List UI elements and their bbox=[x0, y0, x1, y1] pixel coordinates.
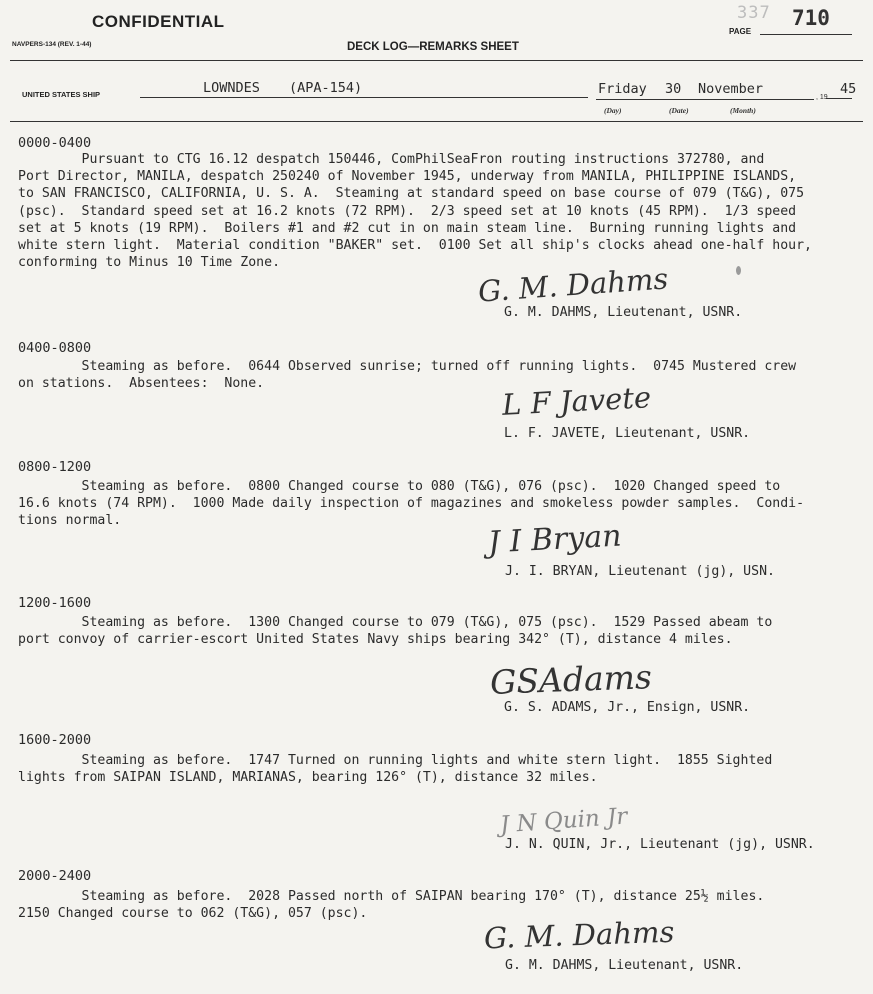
watch-period: 2000-2400 bbox=[18, 868, 92, 884]
watch-period: 1600-2000 bbox=[18, 732, 92, 748]
signer-name: J. I. BRYAN, Lieutenant (jg), USN. bbox=[505, 564, 775, 579]
year-underline bbox=[826, 98, 852, 99]
date-underline bbox=[596, 99, 814, 100]
ship-label: UNITED STATES SHIP bbox=[22, 90, 101, 99]
date-label: (Date) bbox=[669, 106, 689, 115]
watch-period: 0000-0400 bbox=[18, 135, 92, 151]
signature: G. M. Dahms bbox=[483, 914, 675, 956]
form-number: NAVPERS-134 (REV. 1-44) bbox=[12, 41, 92, 48]
log-entry-text: Steaming as before. 1747 Turned on running lights and white stern light. 1855 Sighted lights from SAIPAN ISLAND, MARIANAS, bearing 126° (T), distance 32 miles. bbox=[18, 753, 773, 786]
page-stamp: 337 bbox=[737, 3, 771, 23]
signature: G. M. Dahms bbox=[477, 261, 670, 309]
watch-period: 0800-1200 bbox=[18, 459, 92, 475]
ship-underline bbox=[140, 97, 588, 98]
signer-name: G. M. DAHMS, Lieutenant, USNR. bbox=[505, 958, 744, 973]
log-entry-text: Steaming as before. 0644 Observed sunrise; turned off running lights. 0745 Mustered crew on stations. Absentees: None. bbox=[18, 359, 797, 392]
month-value: November bbox=[698, 81, 764, 97]
day-label: (Day) bbox=[604, 106, 622, 115]
ship-name: LOWNDES bbox=[203, 80, 260, 96]
watch-period: 1200-1600 bbox=[18, 595, 92, 611]
header-rule-bottom bbox=[10, 121, 863, 122]
log-entry-text: Steaming as before. 2028 Passed north of SAIPAN bearing 170° (T), distance 25½ miles. 2150 Changed course to 062 (T&G), 057 (psc). bbox=[18, 889, 765, 922]
month-label: (Month) bbox=[730, 106, 756, 115]
signature: L F Javete bbox=[501, 380, 652, 422]
log-entry-text: Pursuant to CTG 16.12 despatch 150446, ComPhilSeaFron routing instructions 372780, and Port Director, MANILA, despatch 250240 of November 1945, underway from MANILA, PHILIPPINE ISLANDS, to SAN FRANCISCO, CALIFORNIA, U. S. A. Steaming at standard speed on base course of 079 (T&G), 075 (psc). Standard speed set at 16.2 knots (72 RPM). 2/3 speed set at 10 knots (45 RPM). 1/3 speed set at 5 knots (19 RPM). Boilers #1 and #2 cut in on main steam line. Burning running lights and white stern light. Material condition "BAKER" set. 0100 Set all ship's clocks ahead one-half hour, conforming to Minus 10 Time Zone. bbox=[18, 152, 812, 271]
signer-name: G. S. ADAMS, Jr., Ensign, USNR. bbox=[504, 700, 751, 715]
signer-name: J. N. QUIN, Jr., Lieutenant (jg), USNR. bbox=[505, 837, 815, 852]
day-value: Friday bbox=[598, 81, 647, 97]
signature: J N Quin Jr bbox=[499, 803, 629, 839]
log-entry-text: Steaming as before. 1300 Changed course to 079 (T&G), 075 (psc). 1529 Passed abeam to port convoy of carrier-escort United States Navy ships bearing 342° (T), distance 4 miles. bbox=[18, 615, 773, 648]
date-value: 30 bbox=[665, 81, 682, 97]
signature: GSAdams bbox=[489, 657, 653, 702]
watch-period: 0400-0800 bbox=[18, 340, 92, 356]
ink-smudge bbox=[736, 266, 741, 275]
signer-name: G. M. DAHMS, Lieutenant, USNR. bbox=[504, 305, 743, 320]
page-number: 710 bbox=[792, 6, 830, 30]
ship-designation: (APA-154) bbox=[289, 80, 363, 96]
signature: J I Bryan bbox=[487, 518, 623, 561]
year-prefix: , 19 bbox=[816, 94, 828, 101]
classification-label: CONFIDENTIAL bbox=[92, 12, 225, 31]
signer-name: L. F. JAVETE, Lieutenant, USNR. bbox=[504, 426, 751, 441]
log-entry-text: Steaming as before. 0800 Changed course to 080 (T&G), 076 (psc). 1020 Changed speed to 16.6 knots (74 RPM). 1000 Made daily inspection of magazines and smokeless powder samples. Condi- tions normal. bbox=[18, 479, 805, 529]
page-label: PAGE bbox=[729, 27, 752, 36]
form-title: DECK LOG—REMARKS SHEET bbox=[347, 41, 519, 53]
page-underline bbox=[760, 34, 852, 35]
year-value: 45 bbox=[840, 81, 857, 97]
header-rule-top bbox=[10, 60, 863, 61]
